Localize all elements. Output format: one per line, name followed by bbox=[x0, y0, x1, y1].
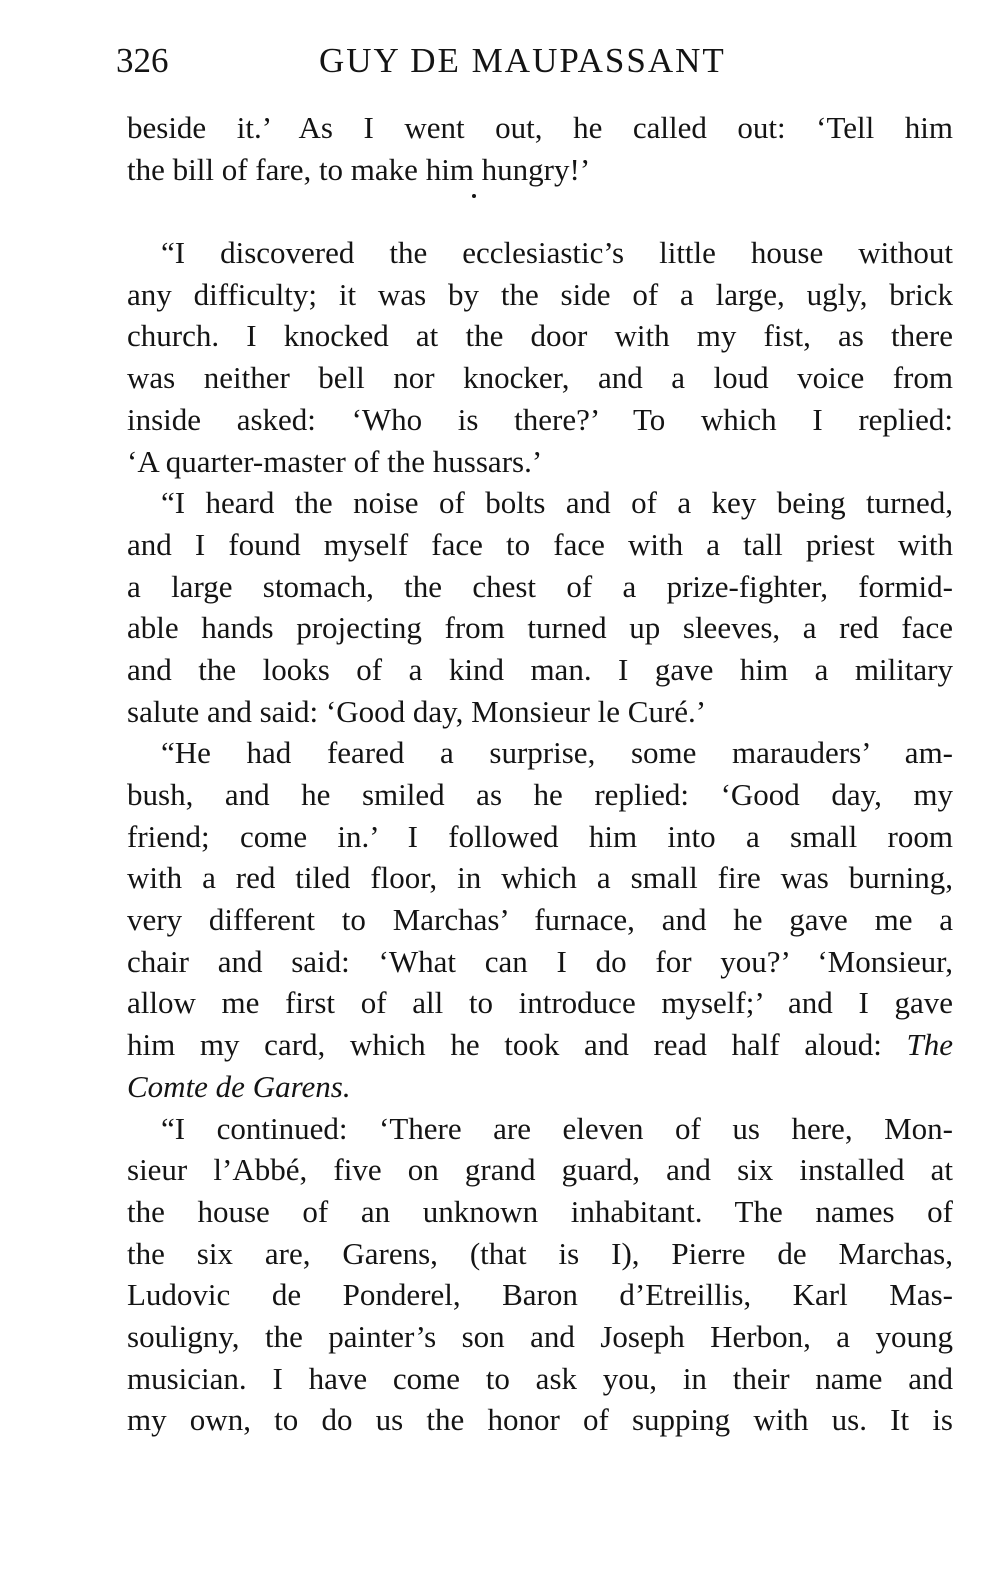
paragraph bbox=[127, 732, 953, 1107]
text-line: and I found myself face to face with a tall priest with bbox=[127, 526, 953, 562]
text-line: the house of an unknown inhabitant. The names of bbox=[127, 1193, 953, 1229]
running-head bbox=[116, 36, 956, 86]
text-line: ‘A quarter-master of the hussars.’ bbox=[127, 443, 543, 479]
text-line: any difficulty; it was by the side of a large, ugly, brick bbox=[127, 276, 953, 312]
text-line: beside it.’ As I went out, he called out: ‘Tell him bbox=[127, 110, 953, 145]
italic-title-start: The bbox=[906, 1027, 954, 1063]
paragraph bbox=[127, 107, 953, 190]
text-line: “He had feared a surprise, some marauders’ am- bbox=[161, 735, 953, 771]
body-text bbox=[127, 107, 953, 1441]
text-line: sieur l’Abbé, five on grand guard, and six installed at bbox=[127, 1152, 953, 1188]
text-line: my own, to do us the honor of supping with us. It is bbox=[127, 1402, 953, 1438]
text-line: “I continued: ‘There are eleven of us here, Mon- bbox=[161, 1110, 953, 1146]
paragraph bbox=[127, 1108, 953, 1442]
text-line bbox=[127, 1066, 953, 1108]
separator-dot bbox=[472, 194, 476, 198]
text-line bbox=[127, 1024, 953, 1066]
text-line: friend; come in.’ I followed him into a small room bbox=[127, 818, 953, 854]
text-line: church. I knocked at the door with my fist, as there bbox=[127, 318, 953, 354]
text-line: with a red tiled floor, in which a small fire was burning, bbox=[127, 860, 953, 896]
text-line: souligny, the painter’s son and Joseph Herbon, a young bbox=[127, 1318, 953, 1354]
paragraph bbox=[127, 482, 953, 732]
text-line: allow me first of all to introduce myself;’ and I gave bbox=[127, 985, 953, 1021]
text-line: inside asked: ‘Who is there?’ To which I replied: bbox=[127, 401, 953, 437]
text-line: “I heard the noise of bolts and of a key being turned, bbox=[161, 485, 953, 521]
text-line: chair and said: ‘What can I do for you?’ ‘Monsieur, bbox=[127, 943, 953, 979]
text-line: “I discovered the ecclesiastic’s little house without bbox=[161, 235, 953, 271]
page-number: 326 bbox=[116, 41, 169, 80]
paragraph bbox=[127, 232, 953, 482]
italic-title-end: Comte de Garens. bbox=[127, 1068, 351, 1104]
text-line-segment: him my card, which he took and read half aloud: bbox=[127, 1027, 882, 1063]
text-line: able hands projecting from turned up sleeves, a red face bbox=[127, 610, 953, 646]
text-line: was neither bell nor knocker, and a loud voice from bbox=[127, 360, 953, 396]
text-line: musician. I have come to ask you, in their name and bbox=[127, 1360, 953, 1396]
text-line: very different to Marchas’ furnace, and he gave me a bbox=[127, 902, 953, 938]
text-line: and the looks of a kind man. I gave him a military bbox=[127, 651, 953, 687]
text-line: salute and said: ‘Good day, Monsieur le Curé.’ bbox=[127, 693, 707, 729]
text-line: the bill of fare, to make him hungry!’ bbox=[127, 151, 591, 187]
section-separator bbox=[127, 190, 953, 232]
book-title: GUY DE MAUPASSANT bbox=[319, 41, 726, 80]
text-line: Ludovic de Ponderel, Baron d’Etreillis, Karl Mas- bbox=[127, 1277, 953, 1313]
text-line: bush, and he smiled as he replied: ‘Good day, my bbox=[127, 777, 953, 812]
text-line: the six are, Garens, (that is I), Pierre de Marchas, bbox=[127, 1235, 953, 1271]
text-line: a large stomach, the chest of a prize-fighter, formid- bbox=[127, 568, 953, 604]
